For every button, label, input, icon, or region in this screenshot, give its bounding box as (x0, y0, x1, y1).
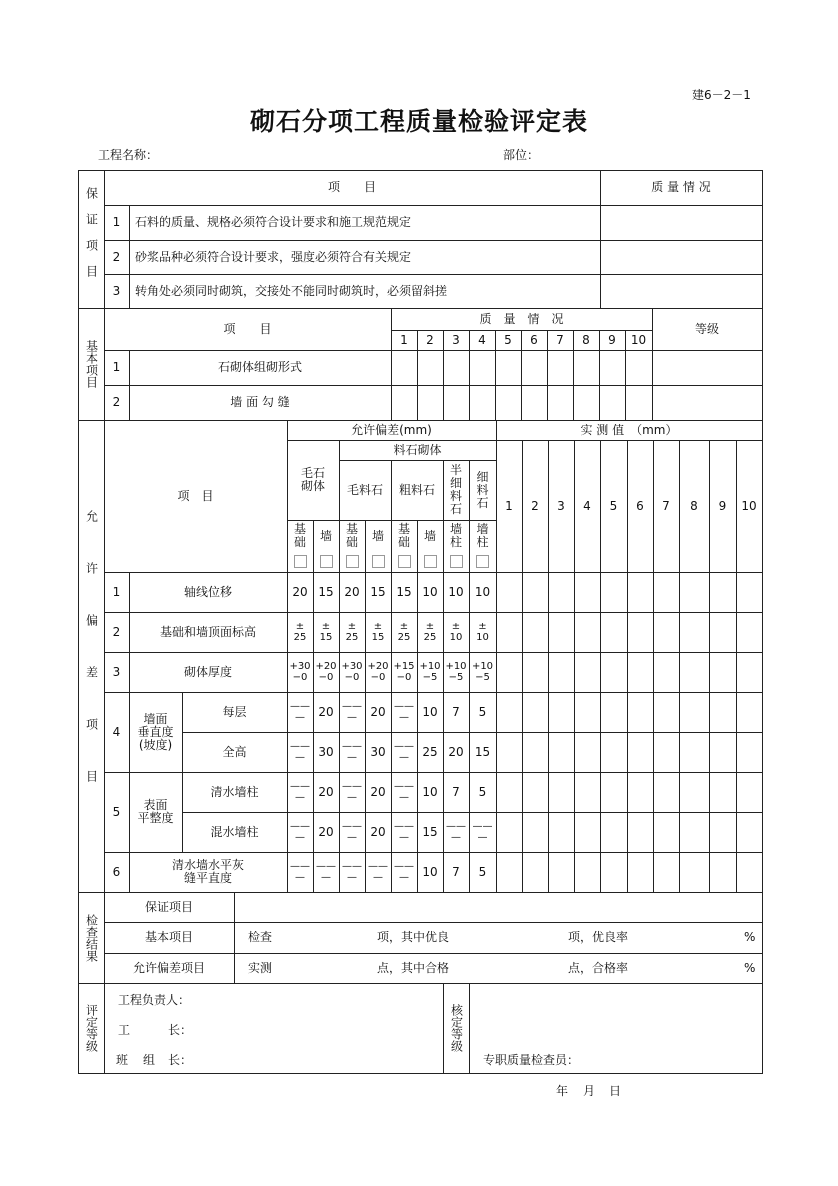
measured-col-8: 8 (690, 498, 698, 513)
allow-value: 5 (478, 864, 487, 879)
measured-col-10: 10 (741, 498, 757, 513)
item4-line3: (坡度) (138, 737, 173, 752)
allow-value: —— — (446, 821, 466, 843)
grid-line (78, 983, 762, 984)
allow-value: 20 (370, 824, 386, 839)
check-row2-b: 项，其中优良 (377, 930, 450, 944)
allow-value: —— — (394, 701, 414, 723)
allow-value: —— — (472, 821, 493, 843)
basic-quality-col-8: 8 (582, 332, 590, 347)
measured-col-1: 1 (505, 498, 513, 513)
allow-value: ± 15 (371, 621, 385, 643)
allow-value: 20 (318, 824, 334, 839)
allow-value: 20 (448, 744, 464, 759)
allow-value: ± 25 (397, 621, 411, 643)
guarantee-row-text: 砂浆品种必须符合设计要求，强度必须符合有关规定 (135, 249, 412, 264)
column-checkbox[interactable] (294, 555, 307, 568)
allow-value: 15 (422, 824, 438, 839)
tolerance-row-subitem: 每层 (222, 704, 247, 719)
measured-col-9: 9 (718, 498, 727, 513)
column-checkbox[interactable] (424, 555, 437, 568)
allow-value: 25 (422, 744, 438, 759)
tolerance-row-subitem: 清水墙柱 (210, 784, 259, 799)
basic-section-label: 基本项目 (84, 340, 99, 388)
basic-quality-col-4: 4 (478, 332, 486, 347)
column-checkbox[interactable] (476, 555, 489, 568)
allow-value: 20 (318, 704, 334, 719)
item5-label (129, 772, 182, 852)
tolerance-row-no: 6 (112, 864, 121, 879)
allow-value: 20 (292, 584, 308, 599)
column-checkbox[interactable] (372, 555, 385, 568)
allow-value: ± 25 (293, 621, 307, 643)
item6-label (129, 852, 287, 892)
tolerance-row-no: 5 (112, 804, 121, 819)
basic-quality-col-6: 6 (530, 332, 538, 347)
allow-value: +20 −0 (315, 661, 337, 683)
tolerance-row-subitem: 混水墙柱 (210, 824, 259, 839)
basic-quality-col-7: 7 (556, 332, 564, 347)
sub-fine: 细料石 (476, 469, 489, 510)
sub-semi: 半细料石 (450, 463, 463, 516)
guarantee-row-no: 2 (112, 249, 121, 264)
allow-value: 5 (478, 704, 487, 719)
group-ashlar: 料石砌体 (393, 442, 442, 457)
allow-value: —— — (342, 861, 362, 883)
allow-value: 10 (422, 784, 438, 799)
allow-value: 15 (318, 584, 334, 599)
foreman-b: 长： (168, 1023, 193, 1037)
allow-value: 20 (318, 784, 334, 799)
measured-col-3: 3 (557, 498, 565, 513)
item6-line2: 缝平直度 (183, 871, 232, 885)
grid-line (234, 892, 235, 983)
allow-value: 7 (452, 864, 460, 879)
allow-value: ± 25 (345, 621, 359, 643)
allow-value: +10 −5 (445, 661, 467, 683)
allow-value: 10 (422, 704, 438, 719)
allow-value: 30 (318, 744, 334, 759)
measured-col-6: 6 (636, 498, 644, 513)
allow-value: ± 25 (423, 621, 437, 643)
allow-col-label-3: 基础 (346, 522, 359, 549)
allow-value: —— — (316, 861, 336, 883)
allow-value: 30 (370, 744, 386, 759)
allow-value: 20 (370, 704, 386, 719)
allow-value: ± 10 (449, 621, 463, 643)
item6-line1: 清水墙水平灰 (171, 858, 244, 872)
item5-line2: 平整度 (137, 811, 174, 825)
allow-value: 10 (422, 584, 438, 599)
allow-value: 20 (370, 784, 386, 799)
tolerance-row-subitem: 全高 (222, 744, 247, 759)
location-label: 部位： (503, 148, 540, 162)
basic-row-text: 墙 面 勾 缝 (230, 395, 290, 409)
team-b: 组 (143, 1053, 156, 1067)
tolerance-row-item: 轴线位移 (183, 584, 232, 599)
allow-value: +30 −0 (341, 661, 363, 683)
check-row3-a: 实测 (248, 960, 273, 975)
allow-col-label-2: 墙 (320, 528, 333, 543)
measured-col-4: 4 (583, 498, 591, 513)
allow-value: +10 −5 (471, 661, 494, 683)
check-section-label: 检查结果 (84, 913, 99, 962)
team-a: 班 (116, 1053, 129, 1067)
date-month: 月 (583, 1084, 596, 1098)
check-row1-label: 保证项目 (144, 899, 193, 914)
allow-value: —— — (290, 821, 310, 843)
tolerance-row-no: 1 (112, 584, 121, 599)
check-row2-label: 基本项目 (144, 930, 193, 944)
check-row2-d: % (744, 930, 756, 944)
allow-value: —— — (290, 741, 310, 763)
basic-header-item: 项 目 (223, 321, 272, 336)
check-row2-c: 项，优良率 (568, 930, 629, 944)
tolerance-row-item: 基础和墙顶面标高 (159, 624, 256, 639)
basic-row-no: 1 (112, 360, 121, 374)
allow-value: 7 (452, 704, 460, 719)
basic-quality-col-2: 2 (426, 332, 434, 347)
column-checkbox[interactable] (346, 555, 359, 568)
measured-col-5: 5 (609, 498, 618, 513)
allow-value: —— — (342, 781, 362, 803)
basic-quality-col-3: 3 (452, 332, 460, 347)
table-border-right (762, 170, 763, 1074)
allow-value: —— — (368, 861, 388, 883)
allow-value: —— — (290, 781, 310, 803)
column-checkbox[interactable] (398, 555, 411, 568)
allow-col-label-7: 墙柱 (450, 522, 463, 549)
allow-value: —— — (394, 861, 414, 883)
item4-line2: 垂直度 (137, 724, 174, 739)
guarantee-row-text: 转角处必须同时砌筑，交接处不能同时砌筑时，必须留斜搓 (135, 283, 448, 298)
inspector-label: 专职质量检查员： (483, 1053, 580, 1067)
guarantee-header-item: 项 目 (327, 180, 376, 194)
allow-value: —— — (394, 821, 414, 843)
tolerance-row-no: 2 (112, 624, 121, 639)
check-row3-label: 允许偏差项目 (132, 960, 205, 975)
guarantee-row-no: 1 (112, 215, 121, 229)
allow-value: —— — (342, 741, 362, 763)
sub-coarse: 粗料石 (398, 482, 435, 497)
allow-col-label-1: 基础 (294, 522, 307, 549)
guarantee-section-label: 保证项目 (84, 187, 99, 291)
allow-col-label-5: 基础 (398, 522, 411, 549)
allow-value: —— — (342, 701, 362, 723)
allow-value: 10 (422, 864, 438, 879)
tolerance-row-item: 砌体厚度 (183, 664, 232, 679)
sub-rough: 毛料石 (346, 482, 383, 497)
foreman-a: 工 (118, 1023, 131, 1037)
tolerance-header-measured: 实 测 值 （mm） (580, 422, 678, 437)
allow-value: 15 (396, 584, 412, 599)
allow-value: +20 −0 (367, 661, 389, 683)
allow-value: 10 (474, 584, 491, 599)
allow-value: +15 −0 (393, 661, 415, 683)
allow-value: +30 −0 (289, 661, 311, 683)
item4-label (129, 692, 182, 772)
allow-value: —— — (394, 741, 414, 763)
allow-col-label-6: 墙 (424, 528, 437, 543)
group-rubble: 毛石砌体 (300, 466, 325, 493)
item5-line1: 表面 (143, 798, 168, 812)
allow-value: ± 15 (319, 621, 333, 643)
basic-quality-col-9: 9 (608, 332, 616, 347)
allow-col-label-4: 墙 (372, 528, 385, 543)
allow-value: 20 (344, 584, 360, 599)
allow-value: ± 10 (476, 621, 489, 643)
verify-label: 核定等级 (449, 1004, 464, 1052)
tolerance-header-item: 项 目 (177, 488, 214, 503)
allow-col-label-8: 墙柱 (476, 522, 489, 549)
basic-quality-col-10: 10 (630, 332, 647, 347)
rating-section-label: 评定等级 (84, 1004, 99, 1052)
date-day: 日 (609, 1084, 622, 1098)
team-c: 长： (168, 1053, 193, 1067)
basic-row-no: 2 (112, 395, 121, 409)
table-border-bottom (78, 1073, 763, 1074)
basic-header-quality: 质 量 情 况 (479, 311, 564, 326)
date-year: 年 (556, 1084, 569, 1098)
allow-value: —— — (394, 781, 414, 803)
tolerance-row-no: 3 (112, 664, 121, 679)
allow-value: 7 (452, 784, 460, 799)
check-row3-d: % (744, 960, 756, 975)
responsible-label: 工程负责人： (118, 993, 191, 1007)
allow-value: —— — (290, 701, 310, 723)
allow-value: 15 (370, 584, 386, 599)
guarantee-header-quality: 质 量 情 况 (651, 180, 711, 194)
allow-value: +10 −5 (419, 661, 441, 683)
doc-code: 建6－2－1 (692, 88, 751, 102)
check-row3-c: 点，合格率 (568, 960, 629, 975)
check-row3-b: 点，其中合格 (377, 960, 450, 975)
guarantee-row-no: 3 (112, 283, 121, 298)
tolerance-section-label: 允许偏差项目 (84, 510, 99, 822)
basic-row-text: 石砌体组砌形式 (217, 360, 302, 374)
basic-quality-col-5: 5 (504, 332, 512, 347)
guarantee-row-text: 石料的质量、规格必须符合设计要求和施工规范规定 (135, 215, 412, 229)
page-title: 砌石分项工程质量检验评定表 (249, 107, 588, 136)
project-name-label: 工程名称： (98, 148, 159, 162)
column-checkbox[interactable] (320, 555, 333, 568)
basic-header-grade: 等级 (694, 321, 719, 336)
column-checkbox[interactable] (450, 555, 463, 568)
tolerance-header-allow: 允许偏差(mm) (351, 422, 432, 437)
grid-line (469, 983, 470, 1073)
allow-value: —— — (342, 821, 362, 843)
allow-value: 10 (448, 584, 464, 599)
tolerance-row-no: 4 (112, 724, 121, 739)
check-row2-a: 检查 (248, 930, 273, 944)
allow-value: 15 (474, 744, 491, 759)
item4-line1: 墙面 (143, 711, 168, 726)
measured-col-2: 2 (531, 498, 539, 513)
basic-quality-col-1: 1 (400, 332, 408, 347)
allow-value: 5 (478, 784, 487, 799)
measured-col-7: 7 (662, 498, 670, 513)
allow-value: —— — (290, 861, 310, 883)
